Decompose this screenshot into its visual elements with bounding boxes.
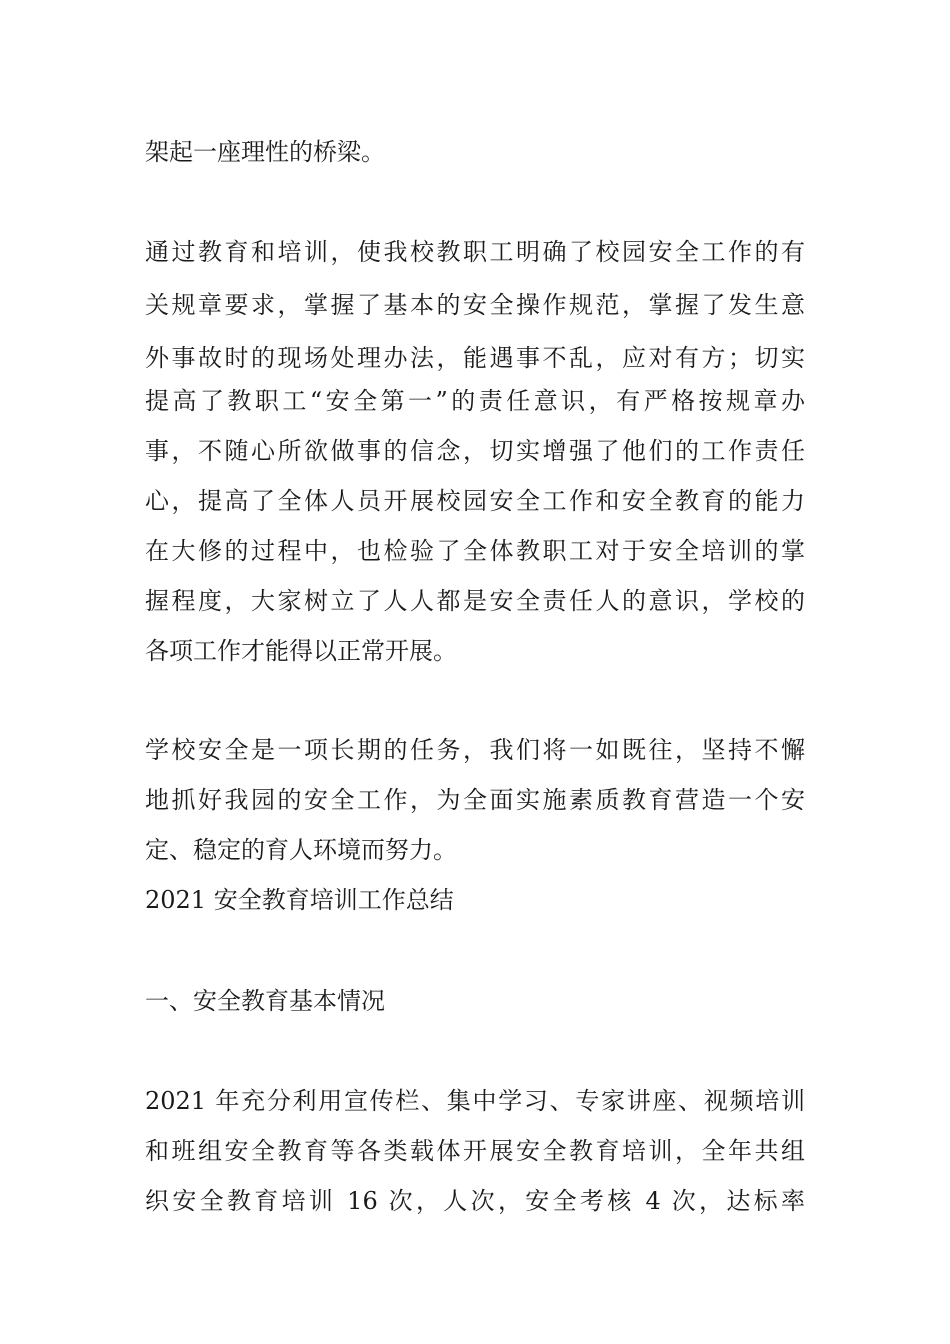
text-line: 外事故时的现场处理办法，能遇事不乱，应对有方；切实 xyxy=(145,344,805,372)
text-line: 织安全教育培训 16 次，人次，安全考核 4 次，达标率 xyxy=(145,1187,805,1215)
section-title: 2021 安全教育培训工作总结 xyxy=(145,886,454,914)
text-line: 2021 年充分利用宣传栏、集中学习、专家讲座、视频培训 xyxy=(145,1087,805,1115)
text-line: 和班组安全教育等各类载体开展安全教育培训，全年共组 xyxy=(145,1137,805,1165)
text-line: 通过教育和培训，使我校教职工明确了校园安全工作的有 xyxy=(145,238,805,266)
section-heading: 一、安全教育基本情况 xyxy=(145,987,385,1015)
text-line: 地抓好我园的安全工作，为全面实施素质教育营造一个安 xyxy=(145,786,805,814)
text-line: 架起一座理性的桥梁。 xyxy=(145,138,385,166)
text-line: 心，提高了全体人员开展校园安全工作和安全教育的能力 xyxy=(145,487,805,515)
text-line: 在大修的过程中，也检验了全体教职工对于安全培训的掌 xyxy=(145,537,805,565)
text-line: 事，不随心所欲做事的信念，切实增强了他们的工作责任 xyxy=(145,437,805,465)
text-line: 各项工作才能得以正常开展。 xyxy=(145,637,457,665)
text-line: 学校安全是一项长期的任务，我们将一如既往，坚持不懈 xyxy=(145,736,805,764)
text-line: 握程度，大家树立了人人都是安全责任人的意识，学校的 xyxy=(145,587,805,615)
text-line: 定、稳定的育人环境而努力。 xyxy=(145,836,457,864)
text-line: 提高了教职工“安全第一”的责任意识，有严格按规章办 xyxy=(145,387,805,415)
text-line: 关规章要求，掌握了基本的安全操作规范，掌握了发生意 xyxy=(145,291,805,319)
